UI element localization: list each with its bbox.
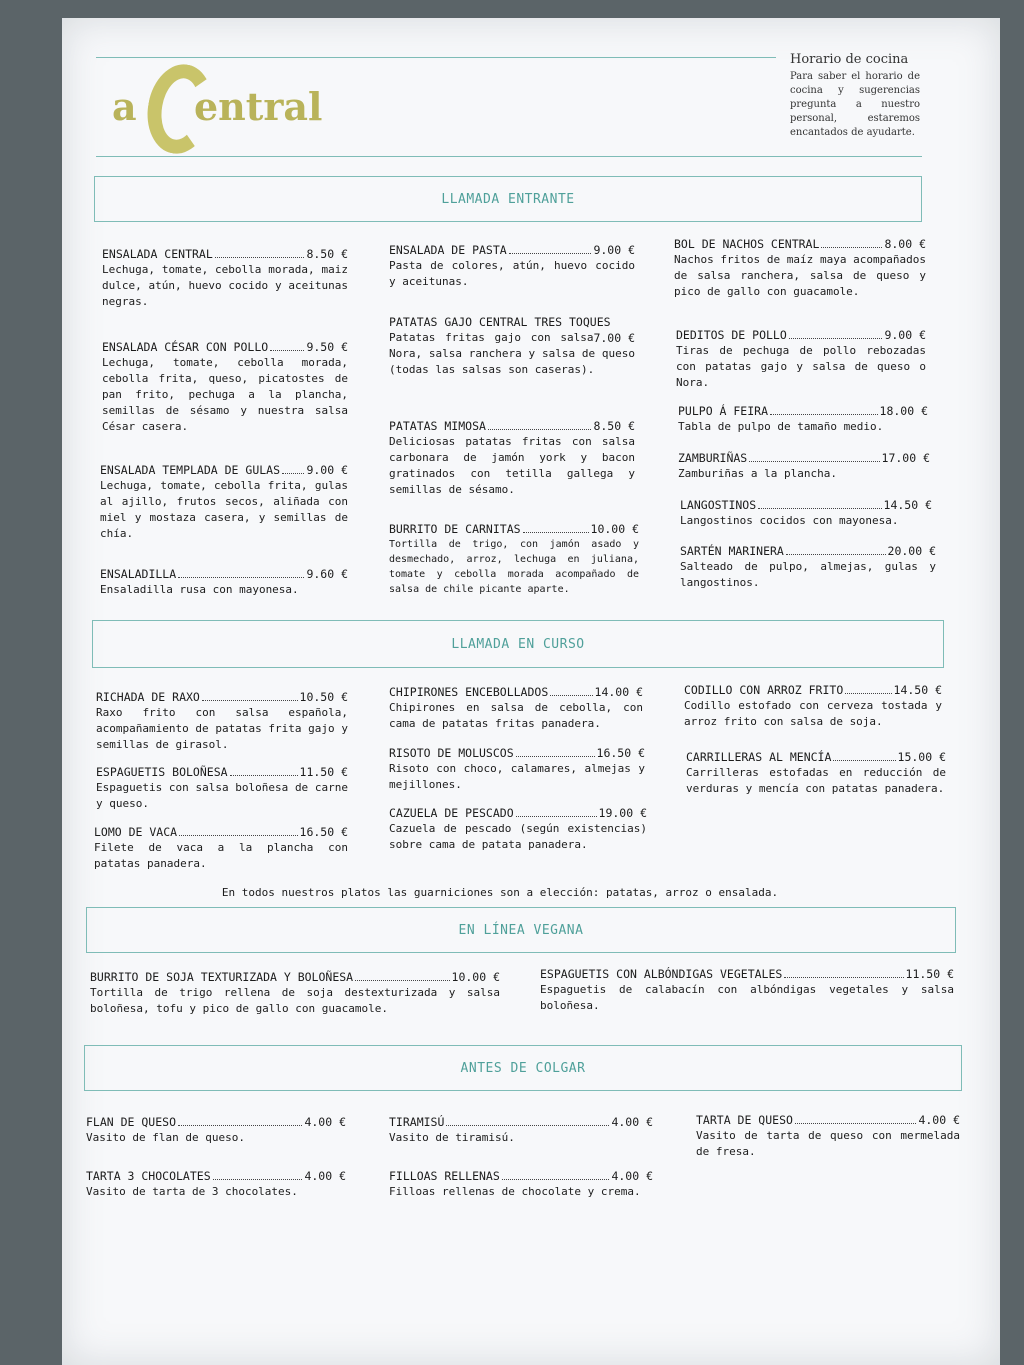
item-price: 8.00 € — [884, 237, 926, 251]
item-desc: Lechuga, tomate, cebolla frita, gulas al ajillo, frutos secos, aliñada con miel y mostaza casera, y semillas de chía. — [100, 479, 348, 540]
item-price: 17.00 € — [881, 451, 930, 465]
menu-item — [696, 1112, 960, 1160]
item-price: 9.60 € — [306, 567, 348, 581]
item-name: RISOTO DE MOLUSCOS — [389, 746, 514, 760]
item-name: BURRITO DE SOJA TEXTURIZADA Y BOLOÑESA — [90, 970, 354, 984]
item-price: 16.50 € — [596, 746, 645, 760]
item-desc: Tabla de pulpo de tamaño medio. — [678, 420, 884, 433]
item-desc: Tiras de pechuga de pollo rebozadas con patatas gajo y salsa de queso o Nora. — [676, 344, 926, 389]
menu-item — [102, 339, 348, 435]
item-name: FILLOAS RELLENAS — [389, 1169, 500, 1183]
menu-item — [684, 682, 942, 730]
menu-item — [86, 1168, 346, 1200]
item-price: 19.00 € — [598, 806, 647, 820]
menu-item — [90, 969, 500, 1017]
top-divider — [96, 57, 776, 58]
menu-item — [94, 824, 348, 872]
item-price: 8.50 € — [306, 247, 348, 261]
item-desc: Risoto con choco, calamares, almejas y mejillones. — [389, 762, 645, 791]
item-name: LANGOSTINOS — [680, 498, 757, 512]
item-name: ESPAGUETIS CON ALBÓNDIGAS VEGETALES — [540, 967, 783, 981]
item-desc: Chipirones en salsa de cebolla, con cama de patatas fritas panadera. — [389, 701, 643, 730]
item-name: PATATAS MIMOSA — [389, 419, 486, 433]
menu-item — [102, 246, 348, 310]
item-desc: Filete de vaca a la plancha con patatas panadera. — [94, 841, 348, 870]
item-desc: Carrilleras estofadas en reducción de verduras y mencía con patatas panadera. — [686, 766, 946, 795]
section-llamada-entrante: LLAMADA ENTRANTE — [94, 176, 922, 222]
menu-item — [686, 749, 946, 797]
item-name: RICHADA DE RAXO — [96, 690, 200, 704]
item-name: ENSALADILLA — [100, 567, 177, 581]
item-name: FLAN DE QUESO — [86, 1115, 177, 1129]
menu-item — [100, 566, 348, 598]
item-price: 9.00 € — [306, 463, 348, 477]
item-desc: Filloas rellenas de chocolate y crema. — [389, 1185, 641, 1198]
item-name: LOMO DE VACA — [94, 825, 178, 839]
item-name: PATATAS GAJO CENTRAL TRES TOQUES — [389, 315, 611, 329]
menu-item — [389, 521, 639, 597]
menu-item — [678, 450, 930, 482]
menu-item — [389, 314, 635, 378]
item-name: CODILLO CON ARROZ FRITO — [684, 683, 844, 697]
menu-item — [389, 684, 643, 732]
menu-item — [389, 242, 635, 290]
item-price: 10.00 € — [590, 522, 639, 536]
item-price: 18.00 € — [879, 404, 928, 418]
item-name: ESPAGUETIS BOLOÑESA — [96, 765, 228, 779]
logo-word: entral — [194, 84, 323, 129]
item-price: 7.00 € — [593, 331, 635, 345]
item-desc: Pasta de colores, atún, huevo cocido y aceitunas. — [389, 259, 635, 288]
menu-item — [540, 966, 954, 1014]
item-price: 4.00 € — [304, 1169, 346, 1183]
logo-prefix: a — [112, 84, 137, 129]
hours-text: Para saber el horario de cocina y sugerencias pregunta a nuestro personal, estaremos encantados de ayudarte. — [790, 71, 920, 138]
menu-item — [96, 764, 348, 812]
section-en-linea-vegana: EN LÍNEA VEGANA — [86, 907, 956, 953]
item-name: SARTÉN MARINERA — [680, 544, 784, 558]
item-desc: Vasito de tiramisú. — [389, 1131, 515, 1144]
menu-item — [680, 497, 932, 529]
item-desc: Cazuela de pescado (según existencias) sobre cama de patata panadera. — [389, 822, 647, 851]
item-desc: Tortilla de trigo rellena de soja destexturizada y salsa boloñesa, tofu y pico de gallo con guacamole. — [90, 986, 500, 1015]
item-desc: Vasito de tarta de 3 chocolates. — [86, 1185, 298, 1198]
item-desc: Raxo frito con salsa española, acompañamiento de patatas frita gajo y semillas de girasol. — [96, 706, 348, 751]
garnish-note: En todos nuestros platos las guarniciones son a elección: patatas, arroz o ensalada. — [221, 886, 779, 899]
item-desc: Salteado de pulpo, almejas, gulas y langostinos. — [680, 560, 936, 589]
menu-item — [389, 418, 635, 498]
item-name: TARTA DE QUESO — [696, 1113, 793, 1127]
item-price: 4.00 € — [611, 1115, 653, 1129]
item-price: 10.50 € — [299, 690, 348, 704]
menu-item — [96, 689, 348, 753]
item-name: ENSALADA TEMPLADA DE GULAS — [100, 463, 281, 477]
item-desc: Lechuga, tomate, cebolla morada, maiz dulce, atún, huevo cocido y aceitunas negras. — [102, 263, 348, 308]
item-name: DEDITOS DE POLLO — [676, 328, 787, 342]
item-price: 15.00 € — [897, 750, 946, 764]
item-desc: Deliciosas patatas fritas con salsa carbonara de jamón york y bacon gratinados con tetilla gallega y semillas de sésamo. — [389, 435, 635, 496]
item-name: BURRITO DE CARNITAS — [389, 522, 521, 536]
item-desc: Nachos fritos de maíz maya acompañados de salsa ranchera, salsa de queso y pico de gallo con guacamole. — [674, 253, 926, 298]
menu-item — [389, 1114, 653, 1146]
item-name: CHIPIRONES ENCEBOLLADOS — [389, 685, 549, 699]
item-desc: Vasito de flan de queso. — [86, 1131, 245, 1144]
item-name: CARRILLERAS AL MENCÍA — [686, 750, 832, 764]
menu-item — [389, 805, 647, 853]
item-price: 14.00 € — [594, 685, 643, 699]
item-price: 4.00 € — [611, 1169, 653, 1183]
menu-item — [674, 236, 926, 300]
item-price: 11.50 € — [905, 967, 954, 981]
item-price: 8.50 € — [593, 419, 635, 433]
item-price: 9.00 € — [884, 328, 926, 342]
item-price: 9.50 € — [306, 340, 348, 354]
item-price: 11.50 € — [299, 765, 348, 779]
menu-item — [678, 403, 928, 435]
item-desc: Zamburiñas a la plancha. — [678, 467, 837, 480]
item-name: ENSALADA CÉSAR CON POLLO — [102, 340, 269, 354]
item-price: 20.00 € — [887, 544, 936, 558]
item-name: ENSALADA CENTRAL — [102, 247, 213, 261]
item-desc: Vasito de tarta de queso con mermelada de fresa. — [696, 1129, 960, 1158]
menu-item — [86, 1114, 346, 1146]
menu-item — [676, 327, 926, 391]
section-llamada-en-curso: LLAMADA EN CURSO — [92, 620, 944, 668]
item-desc: Patatas fritas gajo con salsa Nora, salsa ranchera y salsa de queso (todas las salsas son caseras). — [389, 331, 635, 376]
item-price: 14.50 € — [883, 498, 932, 512]
item-desc: Ensaladilla rusa con mayonesa. — [100, 583, 299, 596]
item-name: CAZUELA DE PESCADO — [389, 806, 514, 820]
item-name: BOL DE NACHOS CENTRAL — [674, 237, 820, 251]
item-name: TIRAMISÚ — [389, 1115, 445, 1129]
item-desc: Lechuga, tomate, cebolla morada, cebolla frita, queso, picatostes de pan frito, pechuga a la plancha, semillas de sésamo y nuestra salsa César casera. — [102, 356, 348, 433]
item-price: 9.00 € — [593, 243, 635, 257]
item-desc: Codillo estofado con cerveza tostada y arroz frito con salsa de soja. — [684, 699, 942, 728]
item-name: TARTA 3 CHOCOLATES — [86, 1169, 211, 1183]
item-desc: Tortilla de trigo, con jamón asado y desmechado, arroz, lechuga en juliana, tomate y cebolla morada acompañado de salsa de chile picante aparte. — [389, 539, 639, 595]
restaurant-logo — [110, 70, 350, 160]
item-desc: Espaguetis con salsa boloñesa de carne y queso. — [96, 781, 348, 810]
item-price: 10.00 € — [451, 970, 500, 984]
item-name: PULPO Á FEIRA — [678, 404, 769, 418]
item-price: 4.00 € — [304, 1115, 346, 1129]
menu-item — [680, 543, 936, 591]
menu-item — [389, 745, 645, 793]
menu-item — [389, 1168, 653, 1200]
item-name: ZAMBURIÑAS — [678, 451, 748, 465]
hours-title: Horario de cocina — [790, 52, 909, 67]
item-price: 4.00 € — [918, 1113, 960, 1127]
item-price: 16.50 € — [299, 825, 348, 839]
item-desc: Langostinos cocidos con mayonesa. — [680, 514, 899, 527]
section-antes-de-colgar: ANTES DE COLGAR — [84, 1045, 962, 1091]
item-name: ENSALADA DE PASTA — [389, 243, 507, 257]
menu-item — [100, 462, 348, 542]
item-price: 14.50 € — [893, 683, 942, 697]
item-desc: Espaguetis de calabacín con albóndigas vegetales y salsa boloñesa. — [540, 983, 954, 1012]
